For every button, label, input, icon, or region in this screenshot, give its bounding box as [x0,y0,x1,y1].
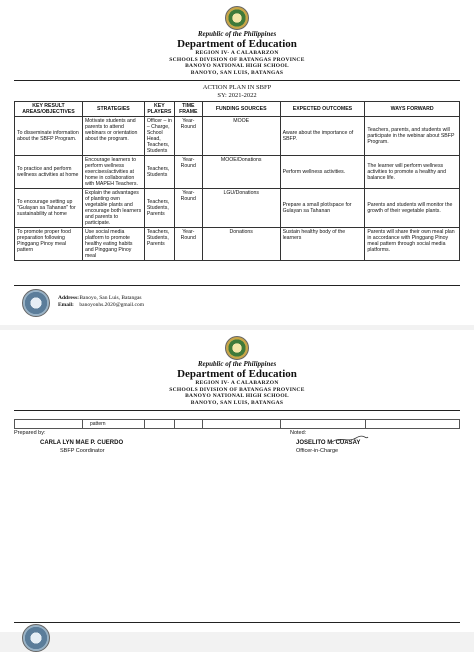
plan-title: ACTION PLAN IN SBFP [202,84,272,91]
action-plan-table [14,101,460,261]
school-line: BANOYO NATIONAL HIGH SCHOOL [185,63,289,69]
preparer-title: SBFP Coordinator [60,448,105,454]
table-cell: Parents will share their own meal plan in accordance with Pinggang Pinoy meal pattern through social media platforms. [365,228,460,261]
department-name: Department of Education [177,38,297,50]
school-year: SY: 2021-2022 [217,92,257,99]
letterhead [0,360,474,406]
table-cell: To promote proper food preparation following Pinggang Pinoy meal pattern [15,228,83,261]
table-cell: To disseminate information about the SBFP Program. [15,117,83,156]
footer-divider [14,622,460,623]
table-cell: Parents and students will monitor the growth of their vegetable plants. [365,189,460,228]
table-cell: Teachers, Students, Parents [144,228,174,261]
address-line: BANOYO, SAN LUIS, BATANGAS [190,69,284,76]
table-cell: Prepare a small plot/space for Gulayan sa Tahanan [280,189,365,228]
table-cell: Teachers, parents, and students will participate in the webinar about SBFP Program. [365,117,460,156]
letterhead [0,30,474,76]
header-divider [14,410,460,411]
school-logo-icon [22,289,50,317]
noter-name: JOSELITO M. CUASAY [296,440,361,446]
table-cell: Explain the advantages of planting own vegetable plants and encourage both learners and parents to participate. [82,189,144,228]
address-label: Address: [58,295,79,301]
table-cell: Use social media platform to promote healthy eating habits and Pinggang Pinoy meal [82,228,144,261]
table-cell: MOOE [202,117,280,156]
table-cell: Year-Round [174,117,202,156]
school-logo-icon [22,624,50,652]
signature-mark-icon [330,434,370,444]
col-header: EXPECTED OUTCOMES [280,102,365,117]
col-header: KEY RESULT AREAS/OBJECTIVES [15,102,83,117]
division-line: SCHOOLS DIVISION OF BATANGAS PROVINCE [169,386,305,393]
table-cell: Officer – in – Charge, School Head, Teachers, Students [144,117,174,156]
address-value: Banoyo, San Luis, Batangas [79,295,142,301]
table-cell: Year-Round [174,189,202,228]
republic-line: Republic of the Philippines [197,30,277,38]
table-cell: The learner will perform wellness activities to promote a healthy and balance life. [365,156,460,189]
table-cell: To encourage setting up "Gulayan sa Tahanan" for sustainability at home [15,189,83,228]
region-line: REGION IV- A CALABARZON [195,50,279,56]
table-cell: Aware about the importance of SBFP. [280,117,365,156]
col-header: WAYS FORWARD [365,102,460,117]
document-page-2 [0,330,474,632]
table-row [15,117,460,156]
col-header: STRATEGIES [82,102,144,117]
footer-divider [14,285,460,286]
continued-table-row [14,419,460,429]
deped-seal-icon [225,6,249,30]
table-cell: Sustain healthy body of the learners [280,228,365,261]
table-row [15,156,460,189]
division-line: SCHOOLS DIVISION OF BATANGAS PROVINCE [169,56,305,63]
email-label: Email: [58,302,74,308]
table-cell: MOOE/Donations [202,156,280,189]
table-cell: Donations [202,228,280,261]
preparer-name: CARLA LYN MAE P. CUERDO [40,440,124,446]
noted-label: Noted: [290,430,307,436]
table-cell: Teachers, Students [144,156,174,189]
document-page-1 [0,0,474,325]
table-cell: Year-Round [174,228,202,261]
email-value: banoyonhs.2020@gmail.com [79,302,145,308]
address-line: BANOYO, SAN LUIS, BATANGAS [190,399,284,406]
table-cell: Teachers, Students, Parents [144,189,174,228]
deped-seal-icon [225,336,249,360]
table-cell: Motivate students and parents to attend webinars or orientation about the program. [82,117,144,156]
header-divider [14,80,460,81]
table-header-row [15,102,460,117]
table-cell: To practice and perform wellness activities at home [15,156,83,189]
plan-title-block [0,84,474,100]
table-cell: Year-Round [174,156,202,189]
prepared-label: Prepared by: [14,430,46,436]
school-line: BANOYO NATIONAL HIGH SCHOOL [185,393,289,399]
region-line: REGION IV- A CALABARZON [195,380,279,386]
table-cell: pattern [90,421,106,427]
table-cell: LGU/Donations [202,189,280,228]
department-name: Department of Education [177,368,297,380]
page-footer [14,287,460,327]
col-header: KEY PLAYERS [144,102,174,117]
footer-contact [58,295,144,309]
table-cell: Encourage learners to perform wellness exercises/activities at home in collaboration with MAPEH Teachers. [82,156,144,189]
table-cell: Perform wellness activities. [280,156,365,189]
table-row [15,189,460,228]
col-header: FUNDING SOURCES [202,102,280,117]
republic-line: Republic of the Philippines [197,360,277,368]
table-row [15,228,460,261]
noter-title: Officer-in-Charge [296,448,339,454]
col-header: TIME FRAME [174,102,202,117]
